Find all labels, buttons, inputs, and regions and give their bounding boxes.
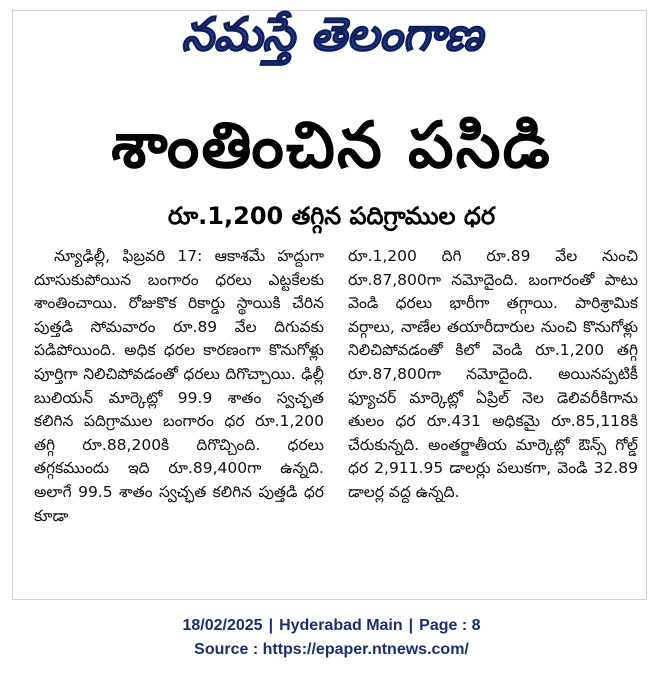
footer-separator: | (268, 617, 274, 634)
article-column-right (348, 245, 638, 590)
footer-separator: | (408, 617, 414, 634)
footer-page: Page : 8 (419, 617, 481, 634)
subheadline: రూ.1,200 తగ్గిన పదిగ్రాముల ధర (167, 202, 496, 230)
masthead-logo (122, 4, 542, 66)
footer-edition: Hyderabad Main (279, 617, 403, 634)
article-body (34, 245, 644, 590)
footer-source: Source : https://epaper.ntnews.com/ (194, 641, 469, 658)
footer-meta-line (0, 614, 663, 638)
footer (0, 614, 663, 662)
headline: శాంతించిన పసిడి (111, 109, 552, 183)
masthead (0, 4, 663, 66)
column-left-text: న్యూఢిల్లీ, ఫిబ్రవరి 17: ఆకాశమే హద్దుగా దూసుకుపోయిన బంగారం ధరలు ఎట్టకేలకు శాంతించాయి. రోజుకొక రికార్డు స్థాయికి చేరిన పుత్తడి సోమవారం రూ.89 వేల దిగువకు పడిపోయింది. అధిక ధరల కారణంగా కొనుగోళ్లు పూర్తిగా నిలిచిపోవడంతో ధరలు దిగొచ్చాయి. ఢిల్లీ బులియన్ మార్కెట్లో 99.9 శాతం స్వచ్ఛత కలిగిన పదిగ్రాముల బంగారం ధర రూ.1,200 తగ్గి రూ.88,200కి దిగొచ్చింది. ధరలు తగ్గకముందు ఇది రూ.89,400గా ఉన్నది. అలాగే 99.5 శాతం స్వచ్ఛత కలిగిన పుత్తడి ధర కూడా (34, 247, 324, 525)
article-column-left (34, 245, 324, 590)
masthead-title: నమస్తే తెలంగాణ (180, 7, 483, 61)
column-right-text: రూ.1,200 దిగి రూ.89 వేల నుంచి రూ.87,800గా నమోదైంది. బంగారంతో పాటు వెండి ధరలు భారీగా తగ్గాయి. పారిశ్రామిక వర్గాలు, నాణేల తయారీదారుల నుంచి కొనుగోళ్లు నిలిచిపోవడంతో కిలో వెండి రూ.1,200 తగ్గి రూ.87,800గా నమోదైంది. అయినప్పటికీ ఫ్యూచర్ మార్కెట్లో ఏప్రిల్ నెల డెలివరీకిగాను తులం ధర రూ.431 అధికమై రూ.85,118కి చేరుకున్నది. అంతర్జాతీయ మార్కెట్లో ఔన్స్ గోల్డ్ ధర 2,911.95 డాలర్లు పలుకగా, వెండి 32.89 డాలర్ల వద్ద ఉన్నది. (348, 247, 638, 501)
footer-date: 18/02/2025 (182, 617, 263, 634)
